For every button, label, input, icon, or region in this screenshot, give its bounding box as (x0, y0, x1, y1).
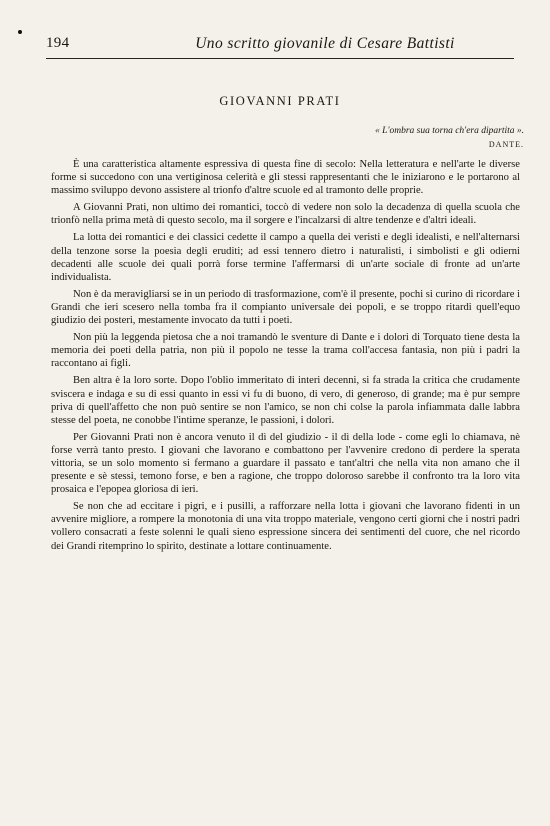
body-text (51, 158, 520, 553)
paragraph: Per Giovanni Prati non è ancora venuto il dì del giudizio - il dì della lode - come egli lo chiamava, nè forse verrà tanto presto. I giovani che lavorano e combattono per l'avvenire credono di perdere la sperata vittoria, se un solo momento si fermano a guardare il passato e tant'altri che nella vita non amano che il presente e sè stessi, temono forse, e ben a ragione, che troppo doloroso sarebbe il confronto tra la loro vita prosaica e l'epopea gloriosa di ieri. (51, 431, 520, 496)
page-header (46, 34, 514, 56)
page-number: 194 (46, 35, 70, 51)
running-head: Uno scritto giovanile di Cesare Battisti (195, 35, 455, 52)
paragraph: La lotta dei romantici e dei classici cedette il campo a quella dei veristi e degli idealisti, e nell'alternarsi della tenzone sorse la poesia degli eruditi; ad essi tennero dietro i naturalisti, i simbolisti e gli odierni decadenti alle scuole dei quali porrà forse termine l'affermarsi di un'arte sociale di fronte ad un'arte individualista. (51, 232, 520, 283)
paragraph: Ben altra è la loro sorte. Dopo l'oblio immeritato di interi decenni, si fa strada la critica che crudamente sviscera e indaga e su di essi quanto in essi vi fu di buono, di vero, di generoso, di grande; ma è pur sempre priva di quell'affetto che non può sentire se non l'amico, se non chi colse la parola infiammata dalle labbra stesse del poeta, ne conobbe l'intime speranze, le passioni, i dolori. (51, 375, 520, 426)
paragraph: A Giovanni Prati, non ultimo dei romantici, toccò di vedere non solo la decadenza di quella scuola che trionfò nella prima metà di questo secolo, ma il sorgere e l'incalzarsi di altre tendenze e d'altri ideali. (51, 202, 520, 227)
paragraph: Se non che ad eccitare i pigri, e i pusilli, a rafforzare nella lotta i giovani che lavorano fidenti in un avvenire migliore, a rompere la monotonia di una vita troppo materiale, vengono certi giorni che i nostri padri vollero consacrati a feste solenni le quali sieno espressione sincera dei sentimenti del cuore, che nel ricordo dei Grandi ritemprino lo spirito, destinate a lottare continuamente. (51, 501, 520, 552)
header-rule (46, 58, 514, 59)
paragraph: Non più la leggenda pietosa che a noi tramandò le sventure di Dante e i dolori di Torquato tiene desta la memoria dei poeti della patria, non più il popolo ne tesse la trama coll'accesa fantasia, non più i padri la raccontano ai figli. (51, 332, 520, 370)
epigraph-quote: « L'ombra sua torna ch'era dipartita ». (375, 126, 524, 136)
epigraph (375, 125, 524, 151)
ink-speck (18, 30, 22, 34)
paragraph: È una caratteristica altamente espressiva di questa fine di secolo: Nella letteratura e nell'arte le diverse forme si succedono con una vertiginosa celerità e gli stessi rappresentanti che le iniziarono e le portarono al massimo sviluppo devono assistere al trionfo d'altre scuole ed al tramonto delle proprie. (51, 159, 520, 197)
chapter-title: GIOVANNI PRATI (219, 94, 341, 108)
paragraph: Non è da meravigliarsi se in un periodo di trasformazione, com'è il presente, pochi si curino di ricordare i Grandi che ieri scesero nella tomba fra il compianto universale dei popoli, e se troppo ritardi quell'equo giudizio dei posteri, mestamente invocato da tutti i poeti. (51, 288, 520, 327)
epigraph-author: DANTE. (488, 140, 524, 149)
